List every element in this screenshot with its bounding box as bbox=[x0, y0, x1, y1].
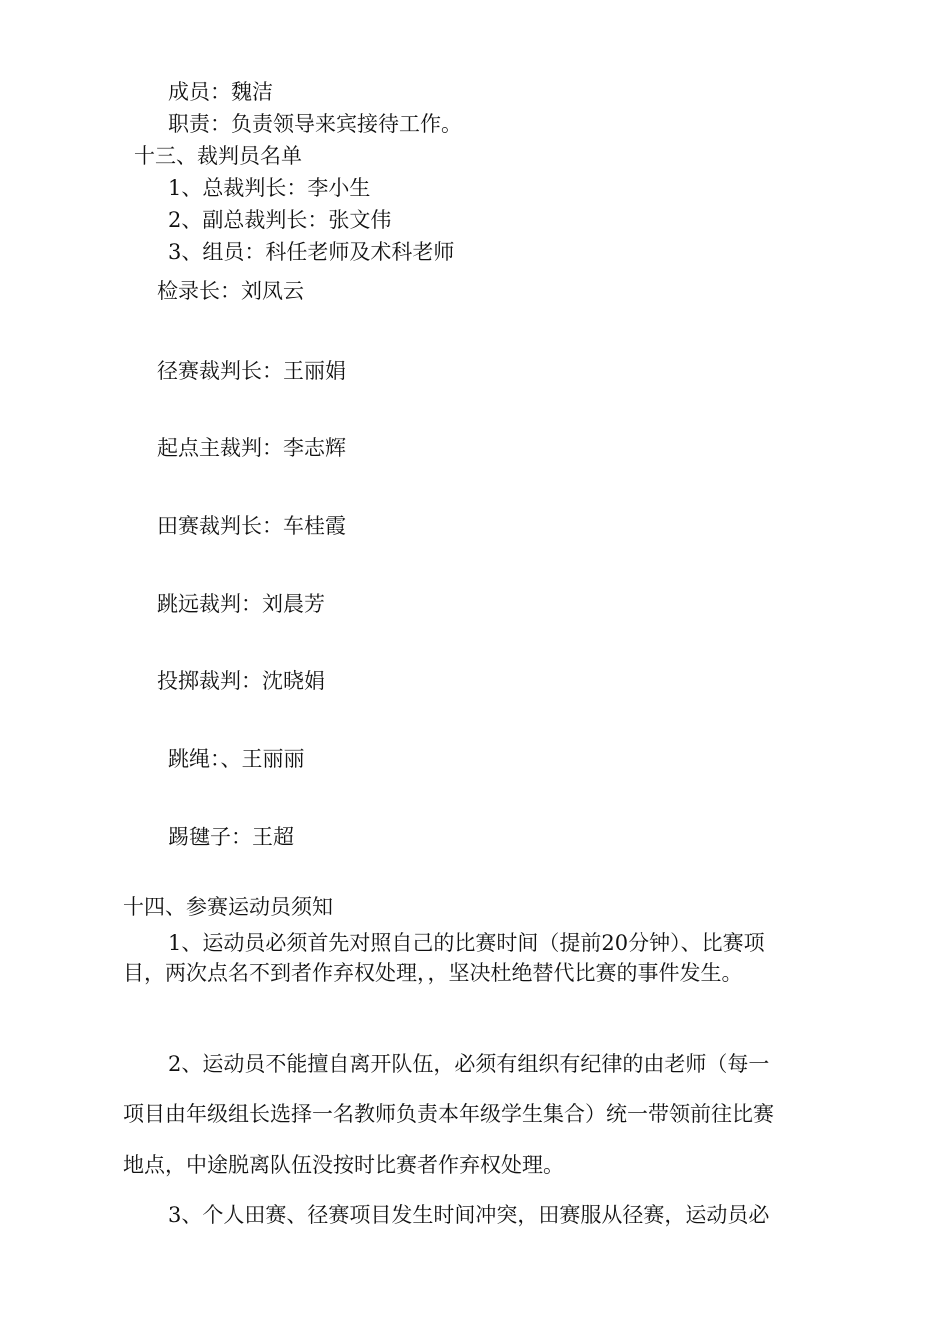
referee-item: 1、总裁判长：李小生 bbox=[168, 176, 371, 200]
rule-2-line: 2、运动员不能擅自离开队伍，必须有组织有纪律的由老师（每一 bbox=[168, 1052, 770, 1076]
official-item: 跳绳：、王丽丽 bbox=[168, 747, 305, 771]
referee-item: 2、副总裁判长：张文伟 bbox=[168, 208, 392, 232]
section-14-title: 十四、参赛运动员须知 bbox=[123, 895, 333, 919]
section-13-title: 十三、裁判员名单 bbox=[134, 144, 302, 168]
rule-2-line: 项目由年级组长选择一名教师负责本年级学生集合）统一带领前往比赛 bbox=[123, 1102, 774, 1126]
official-item: 起点主裁判：李志辉 bbox=[157, 436, 346, 460]
rule-3-line: 3、个人田赛、径赛项目发生时间冲突，田赛服从径赛，运动员必 bbox=[168, 1203, 770, 1227]
rule-1-line: 1、运动员必须首先对照自己的比赛时间（提前20分钟）、比赛项 bbox=[168, 931, 765, 955]
official-item: 径赛裁判长：王丽娟 bbox=[157, 359, 346, 383]
members-line: 成员：魏洁 bbox=[168, 80, 273, 104]
rule-1-line: 目，两次点名不到者作弃权处理，，坚决杜绝替代比赛的事件发生。 bbox=[123, 961, 743, 985]
official-item: 跳远裁判：刘晨芳 bbox=[157, 592, 325, 616]
official-item: 踢毽子：王超 bbox=[168, 825, 294, 849]
official-item: 投掷裁判：沈晓娟 bbox=[157, 669, 325, 693]
rule-2-line: 地点，中途脱离队伍没按时比赛者作弃权处理。 bbox=[123, 1153, 564, 1177]
official-item: 田赛裁判长：车桂霞 bbox=[157, 514, 346, 538]
official-item: 检录长：刘凤云 bbox=[157, 279, 304, 303]
referee-item: 3、组员：科任老师及术科老师 bbox=[168, 240, 455, 264]
duty-line: 职责：负责领导来宾接待工作。 bbox=[168, 112, 462, 136]
